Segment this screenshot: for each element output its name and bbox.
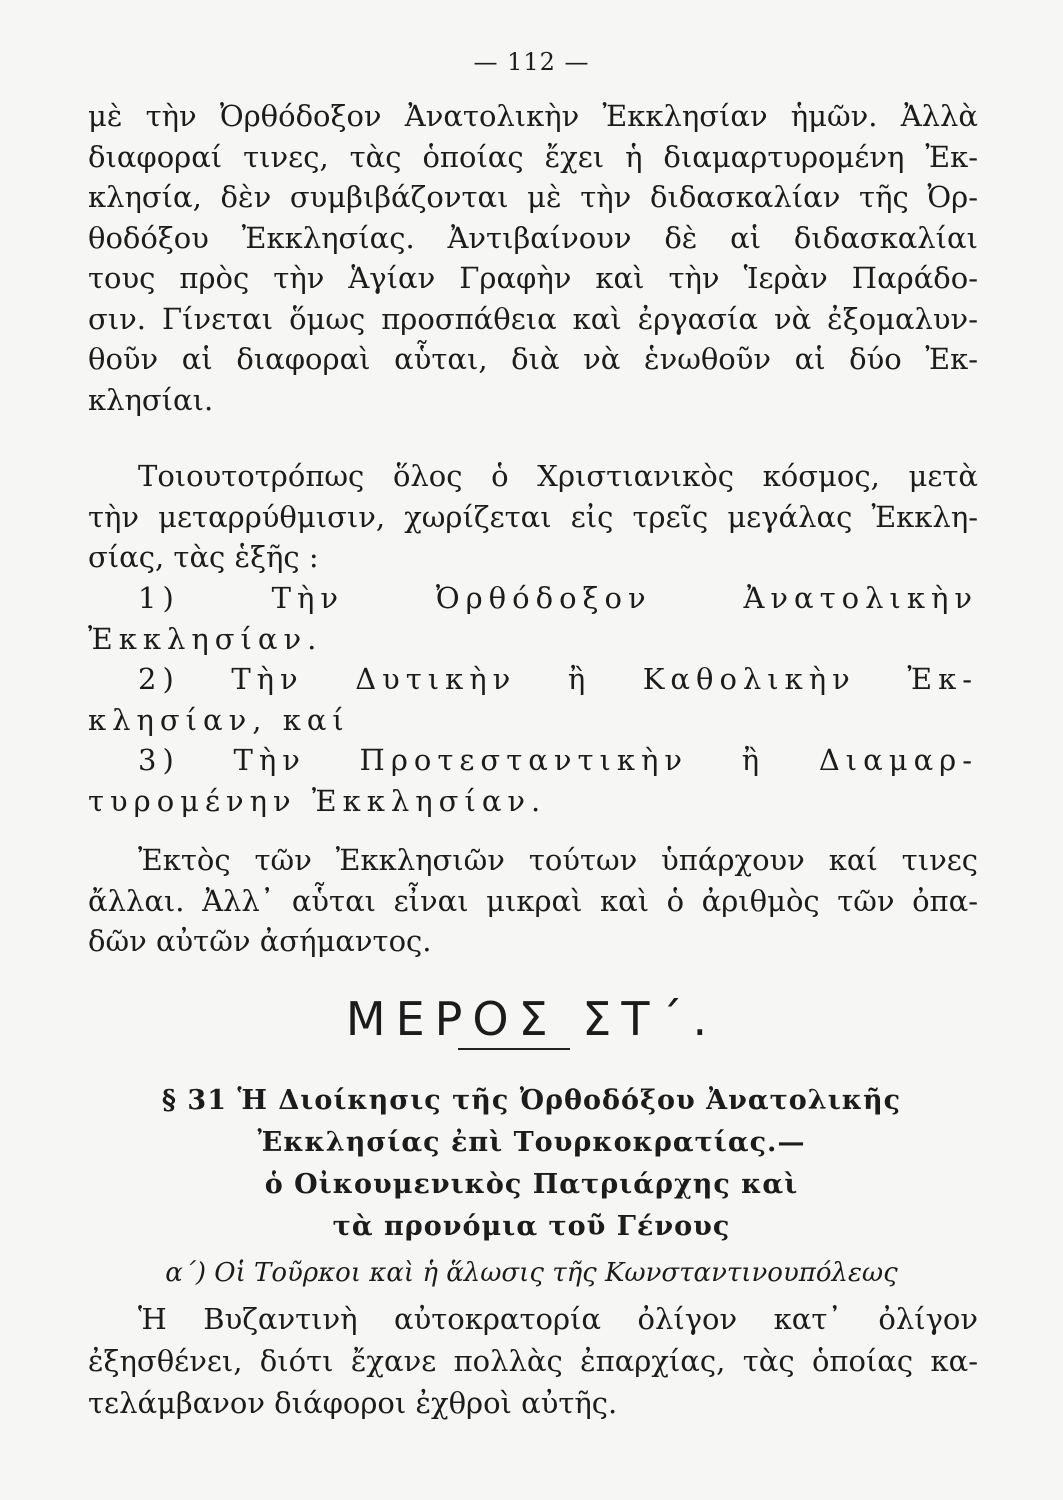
list-item-3-line: 3) Τὴν Προτεσταντικὴν ἢ Διαμαρ- bbox=[138, 743, 978, 777]
list-item-2-line: κλησίαν, καί bbox=[88, 702, 350, 737]
text-line: τελάμβανον διάφοροι ἐχθροὶ αὐτῆς. bbox=[88, 1386, 618, 1420]
list-item-3-line: τυρομένην Ἐκκλησίαν. bbox=[88, 783, 547, 818]
text-line: τὴν μεταρρύθμισιν, χωρίζεται εἰς τρεῖς μεγάλας Ἐκκλη- bbox=[88, 499, 978, 534]
church-list bbox=[88, 578, 978, 821]
text-line: σίας, τὰς ἑξῆς : bbox=[88, 540, 319, 574]
section-title-line: τὰ προνόμια τοῦ Γένους bbox=[332, 1211, 731, 1242]
text-line: δῶν αὐτῶν ἀσήμαντος. bbox=[88, 924, 432, 958]
part-heading: ΜΕΡΟΣ ΣΤ΄. bbox=[345, 992, 718, 1046]
text-line: σιν. Γίνεται ὅμως προσπάθεια καὶ ἐργασία νὰ ἐξομαλυν- bbox=[88, 301, 978, 336]
page-number: — 112 — bbox=[473, 48, 590, 76]
paragraph-2 bbox=[88, 456, 978, 578]
subsection-title: α΄) Οἱ Τοῦρκοι καὶ ἡ ἅλωσις τῆς Κωνσταντινουπόλεως bbox=[165, 1258, 898, 1288]
paragraph-3 bbox=[88, 840, 978, 962]
text-line: μὲ τὴν Ὀρθόδοξον Ἀνατολικὴν Ἐκκλησίαν ἡμῶν. Ἀλλὰ bbox=[88, 99, 978, 133]
paragraph-1 bbox=[88, 96, 978, 420]
list-item-2-line: 2) Τὴν Δυτικὴν ἢ Καθολικὴν Ἐκ- bbox=[138, 662, 979, 696]
text-line: ἄλλαι. Ἀλλ᾽ αὗται εἶναι μικραὶ καὶ ὁ ἀριθμὸς τῶν ὀπα- bbox=[88, 883, 978, 918]
section-title-line: ὁ Οἰκουμενικὸς Πατριάρχης καὶ bbox=[264, 1169, 799, 1200]
text-line: τους πρὸς τὴν Ἁγίαν Γραφὴν καὶ τὴν Ἱερὰν Παράδο- bbox=[88, 261, 978, 295]
text-line: ἐξησθένει, διότι ἔχανε πολλὰς ἐπαρχίας, τὰς ὁποίας κα- bbox=[88, 1344, 978, 1378]
text-line: κλησία, δὲν συμβιβάζονται μὲ τὴν διδασκαλίαν τῆς Ὀρ- bbox=[88, 180, 978, 214]
heading-divider bbox=[458, 1048, 570, 1050]
section-title-line: § 31 Ἡ Διοίκησις τῆς Ὀρθοδόξου Ἀνατολικῆς bbox=[161, 1085, 902, 1116]
text-line: διαφοραί τινες, τὰς ὁποίας ἔχει ἡ διαμαρτυρομένη Ἐκ- bbox=[88, 139, 978, 174]
paragraph-4 bbox=[88, 1298, 978, 1424]
section-title bbox=[0, 1080, 1063, 1248]
list-item-1-line: 1) Τὴν Ὀρθόδοξον Ἀνατολικὴν bbox=[138, 581, 978, 615]
list-item-1-line: Ἐκκλησίαν. bbox=[88, 621, 323, 656]
section-title-line: Ἐκκλησίας ἐπὶ Τουρκοκρατίας.— bbox=[257, 1127, 806, 1158]
text-line: θοῦν αἱ διαφοραὶ αὗται, διὰ νὰ ἑνωθοῦν αἱ δύο Ἐκ- bbox=[88, 342, 978, 376]
text-line: κλησίαι. bbox=[88, 382, 214, 417]
text-line: Τοιουτοτρόπως ὅλος ὁ Χριστιανικὸς κόσμος, μετὰ bbox=[138, 459, 978, 493]
text-line: Ἡ Βυζαντινὴ αὐτοκρατορία ὀλίγον κατ᾽ ὀλίγον bbox=[138, 1302, 978, 1336]
text-line: θοδόξου Ἐκκλησίας. Ἀντιβαίνουν δὲ αἱ διδασκαλίαι bbox=[88, 220, 978, 255]
text-line: Ἐκτὸς τῶν Ἐκκλησιῶν τούτων ὑπάρχουν καί τινες bbox=[138, 843, 978, 877]
